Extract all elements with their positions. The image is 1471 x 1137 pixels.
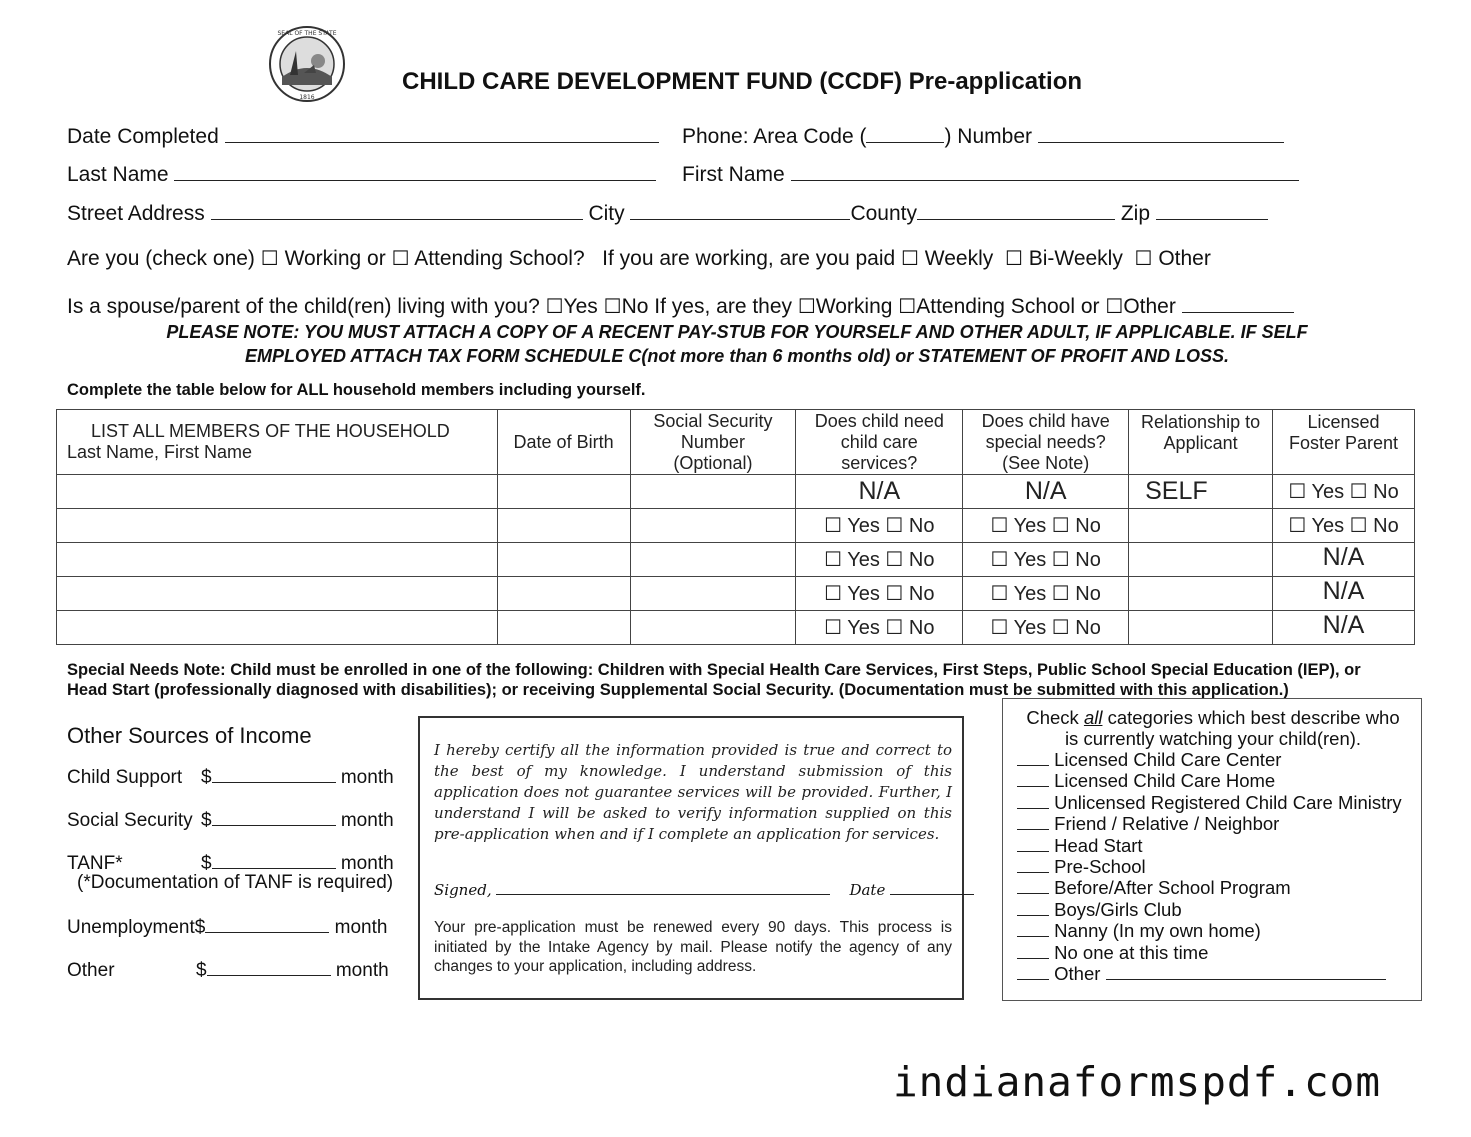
care-item-label: Before/After School Program xyxy=(1054,877,1291,899)
svg-text:SEAL OF THE STATE: SEAL OF THE STATE xyxy=(277,30,337,37)
svg-text:1816: 1816 xyxy=(299,94,315,101)
list-item xyxy=(1017,856,1402,877)
household-table xyxy=(56,409,1415,645)
month-label: month xyxy=(340,767,394,788)
foster-cell: N/A xyxy=(1273,611,1415,645)
dollar-sign: $ xyxy=(194,917,206,938)
month-label: month xyxy=(335,960,389,981)
care-check-field[interactable] xyxy=(1017,772,1049,787)
member-name-cell[interactable] xyxy=(57,611,498,645)
header-ssn xyxy=(630,410,796,475)
table-row xyxy=(57,475,1415,509)
care-check-field[interactable] xyxy=(1017,901,1049,916)
ssn-cell[interactable] xyxy=(630,543,796,577)
phone-number-label: ) Number xyxy=(944,125,1032,148)
spouse-working-checkbox[interactable]: ☐ xyxy=(797,296,816,318)
header-foster-line2: Foster Parent xyxy=(1289,433,1399,453)
spouse-working-label: Working xyxy=(815,295,893,318)
spouse-question-row xyxy=(67,294,1294,319)
tanf-field[interactable] xyxy=(212,850,336,869)
header-ssn-line3: (Optional) xyxy=(673,452,753,473)
care-box-heading xyxy=(1003,707,1423,749)
first-name-field[interactable] xyxy=(791,162,1299,181)
paystub-notice xyxy=(67,320,1407,368)
first-name-row xyxy=(682,162,1299,187)
last-name-label: Last Name xyxy=(67,163,169,186)
income-unemployment-row xyxy=(67,914,387,939)
care-other-field[interactable] xyxy=(1106,965,1386,980)
signature-field[interactable] xyxy=(496,880,830,895)
relationship-cell: SELF xyxy=(1129,475,1273,509)
zip-field[interactable] xyxy=(1156,201,1268,220)
area-code-field[interactable] xyxy=(866,124,944,143)
dollar-sign: $ xyxy=(201,767,212,788)
header-rel-line1: Relationship to xyxy=(1141,412,1261,432)
care-check-field[interactable] xyxy=(1017,879,1049,894)
other-pay-checkbox[interactable]: ☐ xyxy=(1134,248,1153,270)
date-completed-row xyxy=(67,124,659,149)
other-income-field[interactable] xyxy=(207,957,331,976)
spouse-school-label: Attending School or xyxy=(916,295,1100,318)
dollar-sign: $ xyxy=(201,853,212,874)
header-special-line2: special needs? xyxy=(985,431,1106,452)
care-check-field[interactable] xyxy=(1017,944,1049,959)
signed-label: Signed, xyxy=(434,881,492,899)
street-address-label: Street Address xyxy=(67,202,205,225)
first-name-label: First Name xyxy=(682,163,785,186)
care-head-line2: is currently watching your child(ren). xyxy=(1064,728,1362,749)
paystub-notice-line2: EMPLOYED ATTACH TAX FORM SCHEDULE C(not more than 6 months old) or STATEMENT OF PROFIT AND LOSS. xyxy=(245,346,1229,366)
dob-cell[interactable] xyxy=(497,611,630,645)
dollar-sign: $ xyxy=(201,810,212,831)
income-title: Other Sources of Income xyxy=(67,723,312,748)
care-item-label: Nanny (In my own home) xyxy=(1054,920,1261,942)
certification-text: I hereby certify all the information provided is true and correct to the best of my knowledge. I understand submission of this application does not guarantee services will be provided. Further, I understand I will be asked to verify information supplied on this pre-application when and if I complete an application for services. xyxy=(434,741,952,843)
biweekly-label: Bi-Weekly xyxy=(1028,247,1123,270)
member-name-cell[interactable] xyxy=(57,543,498,577)
special-cell[interactable]: ☐ Yes ☐ No xyxy=(963,577,1129,611)
member-name-cell[interactable] xyxy=(57,509,498,543)
if-yes-label: If yes, are they xyxy=(654,295,793,318)
header-members-line1: LIST ALL MEMBERS OF THE HOUSEHOLD xyxy=(91,421,450,441)
special-cell: N/A xyxy=(963,475,1129,509)
header-special-line3: (See Note) xyxy=(1002,452,1090,473)
spouse-yes-label: Yes xyxy=(563,295,598,318)
table-row xyxy=(57,611,1415,645)
spouse-yes-checkbox[interactable]: ☐ xyxy=(545,296,564,318)
care-cell[interactable]: ☐ Yes ☐ No xyxy=(796,509,963,543)
weekly-label: Weekly xyxy=(924,247,994,270)
paid-question: If you are working, are you paid xyxy=(602,247,896,270)
income-social-security-row xyxy=(67,807,394,832)
care-item-label: Licensed Child Care Home xyxy=(1054,770,1276,792)
spouse-no-checkbox[interactable]: ☐ xyxy=(603,296,622,318)
table-intro: Complete the table below for ALL household members including yourself. xyxy=(67,381,646,399)
list-item xyxy=(1017,749,1402,770)
header-special xyxy=(963,410,1129,475)
spouse-question: Is a spouse/parent of the child(ren) living with you? xyxy=(67,295,540,318)
unemployment-field[interactable] xyxy=(205,914,329,933)
other-income-label: Other xyxy=(67,960,115,981)
signature-date-field[interactable] xyxy=(890,880,974,895)
care-head-post: categories which best describe who xyxy=(1102,707,1400,728)
phone-area-label: Phone: Area Code ( xyxy=(682,125,867,148)
table-header-row xyxy=(57,410,1415,475)
date-completed-field[interactable] xyxy=(225,124,659,143)
list-item xyxy=(1017,835,1402,856)
zip-label: Zip xyxy=(1120,202,1151,225)
spouse-school-checkbox[interactable]: ☐ xyxy=(898,296,917,318)
income-child-support-row xyxy=(67,764,394,789)
care-item-label: Licensed Child Care Center xyxy=(1054,749,1282,770)
header-care-line3: services? xyxy=(841,452,918,473)
relationship-cell[interactable] xyxy=(1129,509,1273,543)
income-other-row xyxy=(67,957,389,982)
list-item xyxy=(1017,899,1402,920)
child-support-field[interactable] xyxy=(212,764,336,783)
signature-row xyxy=(434,880,974,899)
care-check-field[interactable] xyxy=(1017,815,1049,830)
month-label: month xyxy=(334,917,388,938)
phone-row xyxy=(682,124,1284,149)
page-title: CHILD CARE DEVELOPMENT FUND (CCDF) Pre-application xyxy=(402,68,1083,95)
list-item xyxy=(1017,792,1402,813)
care-item-label: Friend / Relative / Neighbor xyxy=(1054,813,1280,835)
care-cell: N/A xyxy=(796,475,963,509)
special-needs-line2: Head Start (professionally diagnosed with disabilities); or receiving Supplemental Social Security. (Documentation must be submitted with this application.) xyxy=(67,681,1289,699)
care-cell[interactable]: ☐ Yes ☐ No xyxy=(796,611,963,645)
renewal-text: Your pre-application must be renewed every 90 days. This process is initiated by the Intake Agency by mail. Please notify the agency of any changes to your application, including address. xyxy=(434,919,952,975)
relationship-cell[interactable] xyxy=(1129,611,1273,645)
social-security-label: Social Security xyxy=(67,810,193,831)
biweekly-checkbox[interactable]: ☐ xyxy=(1004,248,1023,270)
care-check-field[interactable] xyxy=(1017,794,1049,809)
header-special-line1: Does child have xyxy=(981,410,1110,431)
list-item xyxy=(1017,920,1402,941)
dob-cell[interactable] xyxy=(497,577,630,611)
special-needs-note xyxy=(67,660,1361,700)
list-item xyxy=(1017,813,1402,834)
care-cell[interactable]: ☐ Yes ☐ No xyxy=(796,543,963,577)
month-label: month xyxy=(340,853,394,874)
tanf-note: (*Documentation of TANF is required) xyxy=(77,872,394,893)
header-dob: Date of Birth xyxy=(497,410,630,475)
header-foster-line1: Licensed xyxy=(1307,412,1380,432)
watermark-text: indianaformspdf.com xyxy=(893,1058,1381,1106)
certification-box xyxy=(418,716,964,1000)
list-item xyxy=(1017,942,1402,963)
header-ssn-line2: Number xyxy=(680,431,745,452)
city-label: City xyxy=(588,202,625,225)
working-checkbox[interactable]: ☐ xyxy=(260,248,279,270)
dob-cell[interactable] xyxy=(497,543,630,577)
care-item-label: Boys/Girls Club xyxy=(1054,898,1182,920)
header-members xyxy=(57,410,498,475)
weekly-checkbox[interactable]: ☐ xyxy=(901,248,919,270)
child-support-label: Child Support xyxy=(67,767,183,788)
care-item-label: Head Start xyxy=(1054,834,1143,856)
working-label: Working or xyxy=(284,247,386,270)
member-name-cell[interactable] xyxy=(57,475,498,509)
care-check-field[interactable] xyxy=(1017,858,1049,873)
member-name-cell[interactable] xyxy=(57,577,498,611)
header-care-line1: Does child need xyxy=(814,410,944,431)
ssn-cell[interactable] xyxy=(630,577,796,611)
last-name-row xyxy=(67,162,656,187)
header-ssn-line1: Social Security xyxy=(653,410,773,431)
spouse-no-label: No xyxy=(621,295,649,318)
ssn-cell[interactable] xyxy=(630,611,796,645)
care-check-field[interactable] xyxy=(1017,922,1049,937)
relationship-cell[interactable] xyxy=(1129,543,1273,577)
foster-cell: N/A xyxy=(1273,543,1415,577)
special-cell[interactable]: ☐ Yes ☐ No xyxy=(963,509,1129,543)
list-item xyxy=(1017,770,1402,791)
special-cell[interactable]: ☐ Yes ☐ No xyxy=(963,611,1129,645)
attending-school-checkbox[interactable]: ☐ xyxy=(391,248,410,270)
dob-cell[interactable] xyxy=(497,509,630,543)
care-head-all: all xyxy=(1083,707,1103,728)
header-members-line2: Last Name, First Name xyxy=(67,442,253,462)
care-check-field[interactable] xyxy=(1017,837,1049,852)
header-relationship xyxy=(1129,410,1273,475)
tanf-label: TANF* xyxy=(67,853,123,874)
social-security-field[interactable] xyxy=(212,807,336,826)
unemployment-label: Unemployment xyxy=(67,917,195,938)
spouse-other-checkbox[interactable]: ☐ xyxy=(1105,296,1124,318)
date-completed-label: Date Completed xyxy=(67,125,219,148)
county-label: County xyxy=(850,202,917,225)
date-label: Date xyxy=(849,881,886,899)
care-item-label: Unlicensed Registered Child Care Ministry xyxy=(1054,791,1402,813)
care-check-field[interactable] xyxy=(1017,965,1049,980)
attending-school-label: Attending School? xyxy=(414,247,585,270)
special-cell[interactable]: ☐ Yes ☐ No xyxy=(963,543,1129,577)
dob-cell[interactable] xyxy=(497,475,630,509)
table-row xyxy=(57,577,1415,611)
spouse-other-field[interactable] xyxy=(1182,294,1294,313)
header-foster xyxy=(1273,410,1415,475)
special-needs-line1: Special Needs Note: Child must be enrolled in one of the following: Children with Special Health Care Services, First Steps, Public School Special Education (IEP), or xyxy=(67,661,1361,679)
list-item xyxy=(1017,877,1402,898)
care-item-label: Other xyxy=(1054,963,1101,985)
care-cell[interactable]: ☐ Yes ☐ No xyxy=(796,577,963,611)
status-question: Are you (check one) xyxy=(67,247,255,270)
care-head-pre: Check xyxy=(1026,707,1084,728)
header-care xyxy=(796,410,963,475)
care-category-list xyxy=(1017,749,1402,984)
phone-number-field[interactable] xyxy=(1038,124,1284,143)
ssn-cell[interactable] xyxy=(630,475,796,509)
address-row xyxy=(67,201,1268,226)
month-label: month xyxy=(340,810,394,831)
table-row xyxy=(57,509,1415,543)
current-care-box xyxy=(1002,698,1422,1001)
header-care-line2: child care xyxy=(840,431,918,452)
table-row xyxy=(57,543,1415,577)
city-field[interactable] xyxy=(630,201,850,220)
last-name-field[interactable] xyxy=(174,162,656,181)
county-field[interactable] xyxy=(917,201,1115,220)
spouse-other-label: Other xyxy=(1123,295,1176,318)
paystub-notice-line1: PLEASE NOTE: YOU MUST ATTACH A COPY OF A RECENT PAY-STUB FOR YOURSELF AND OTHER ADULT, IF APPLICABLE. IF SELF xyxy=(166,322,1308,342)
care-item-label: Pre-School xyxy=(1054,856,1146,878)
state-seal-logo xyxy=(268,25,346,103)
relationship-cell[interactable] xyxy=(1129,577,1273,611)
foster-cell[interactable]: ☐ Yes ☐ No xyxy=(1273,475,1415,509)
other-pay-label: Other xyxy=(1158,247,1211,270)
status-question-row xyxy=(67,246,1211,271)
foster-cell[interactable]: ☐ Yes ☐ No xyxy=(1273,509,1415,543)
care-check-field[interactable] xyxy=(1017,751,1049,766)
list-item xyxy=(1017,963,1402,984)
street-address-field[interactable] xyxy=(211,201,583,220)
care-item-label: No one at this time xyxy=(1054,941,1209,963)
foster-cell: N/A xyxy=(1273,577,1415,611)
header-rel-line2: Applicant xyxy=(1163,433,1238,453)
ssn-cell[interactable] xyxy=(630,509,796,543)
dollar-sign: $ xyxy=(196,960,207,981)
